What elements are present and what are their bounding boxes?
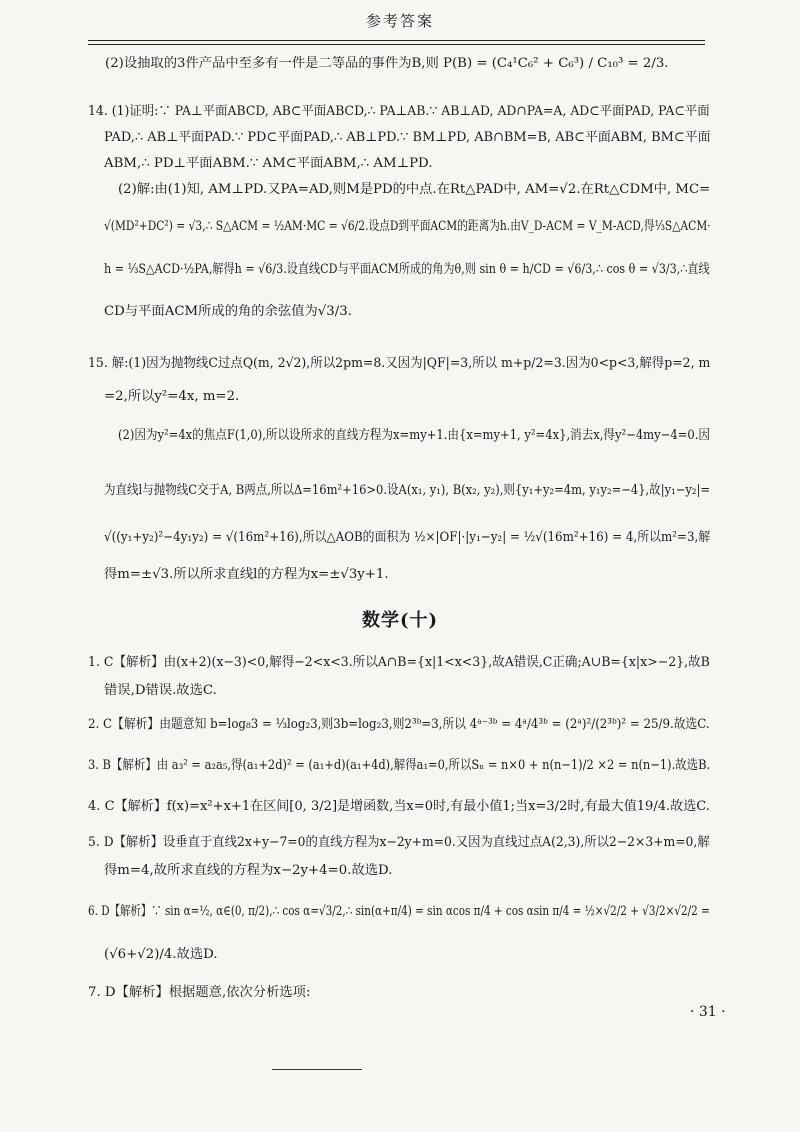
section-title: 数学(十) — [361, 610, 439, 631]
running-header: 参考答案 — [365, 12, 434, 30]
text-line: h = ⅓S△ACD·½PA,解得h = √6/3.设直线CD与平面ACM所成的角为θ,则 sin θ = h/CD = √6/3,∴ cos θ = √3/3,∴直线 — [104, 262, 710, 277]
text-line: 得m=4,故所求直线的方程为x−2y+4=0.故选D. — [104, 863, 393, 878]
text-line: 6. D【解析】∵ sin α=½, α∈(0, π/2),∴ cos α=√3/2,∴ sin(α+π/4) = sin αcos π/4 + cos αsin π/4 = ½×√2/2 + √3/2×√2/2 = — [88, 904, 710, 919]
text-line: 得m=±√3.所以所求直线l的方程为x=±√3y+1. — [104, 567, 389, 582]
text-line: 1. C【解析】由(x+2)(x−3)<0,解得−2<x<3.所以A∩B={x|1<x<3},故A错误,C正确;A∪B={x|x>−2},故B — [88, 655, 710, 670]
text-line: ABM,∴ PD⊥平面ABM.∵ AM⊂平面ABM,∴ AM⊥PD. — [104, 156, 433, 171]
text-line: √((y₁+y₂)²−4y₁y₂) = √(16m²+16),所以△AOB的面积为 ½×|OF|·|y₁−y₂| = ½√(16m²+16) = 4,所以m²=3,解 — [104, 530, 711, 545]
text-line: (2)设抽取的3件产品中至多有一件是二等品的事件为B,则 P(B) = (C₄¹C₆² + C₆³) / C₁₀³ = 2/3. — [105, 56, 669, 71]
text-line: 4. C【解析】f(x)=x²+x+1在区间[0, 3/2]是增函数,当x=0时,有最小值1;当x=3/2时,有最大值19/4.故选C. — [88, 799, 710, 814]
text-line: CD与平面ACM所成的角的余弦值为√3/3. — [104, 304, 352, 319]
text-line: 为直线l与抛物线C交于A, B两点,所以Δ=16m²+16>0.设A(x₁, y₁), B(x₂, y₂),则{y₁+y₂=4m, y₁y₂=−4},故|y₁−y₂|= — [104, 483, 711, 498]
text-line: PAD,∴ AB⊥平面PAD.∵ PD⊂平面PAD,∴ AB⊥PD.∵ BM⊥PD, AB∩BM=B, AB⊂平面ABM, BM⊂平面 — [104, 130, 711, 145]
text-line: 15. 解:(1)因为抛物线C过点Q(m, 2√2),所以2pm=8.又因为|QF|=3,所以 m+p/2=3.因为0<p<3,解得p=2, m — [88, 356, 711, 371]
text-line: (2)因为y²=4x的焦点F(1,0),所以设所求的直线方程为x=my+1.由{x=my+1, y²=4x},消去x,得y²−4my−4=0.因 — [118, 428, 710, 443]
text-line: (√6+√2)/4.故选D. — [104, 947, 218, 962]
text-line: √(MD²+DC²) = √3,∴ S△ACM = ½AM·MC = √6/2.设点D到平面ACM的距离为h.由V_D-ACM = V_M-ACD,得⅓S△ACM· — [104, 219, 711, 234]
text-line: 7. D【解析】根据题意,依次分析选项: — [88, 985, 311, 1000]
header-rule — [88, 40, 705, 41]
text-line: 错误,D错误.故选C. — [104, 683, 217, 698]
text-line: 2. C【解析】由题意知 b=log₈3 = ⅓log₂3,则3b=log₂3,则2³ᵇ=3,所以 4ᵃ⁻³ᵇ = 4ᵃ/4³ᵇ = (2ᵃ)²/(2³ᵇ)² = 25/9.故选C. — [88, 717, 710, 732]
footer-rule — [272, 1069, 362, 1070]
text-line: 3. B【解析】由 a₃² = a₂a₅,得(a₁+2d)² = (a₁+d)(a₁+4d),解得a₁=0,所以Sₙ = n×0 + n(n−1)/2 ×2 = n(n−1).故选B. — [88, 758, 711, 773]
text-line: (2)解:由(1)知, AM⊥PD.又PA=AD,则M是PD的中点.在Rt△PAD中, AM=√2.在Rt△CDM中, MC= — [118, 182, 711, 197]
header-rule-thin — [88, 44, 705, 45]
text-line: 14. (1)证明:∵ PA⊥平面ABCD, AB⊂平面ABCD,∴ PA⊥AB.∵ AB⊥AD, AD∩PA=A, AD⊂平面PAD, PA⊂平面 — [88, 104, 710, 119]
text-line: 5. D【解析】设垂直于直线2x+y−7=0的直线方程为x−2y+m=0.又因为直线过点A(2,3),所以2−2×3+m=0,解 — [88, 835, 710, 850]
text-line: =2,所以y²=4x, m=2. — [104, 389, 240, 404]
page-number: · 31 · — [690, 1004, 726, 1020]
